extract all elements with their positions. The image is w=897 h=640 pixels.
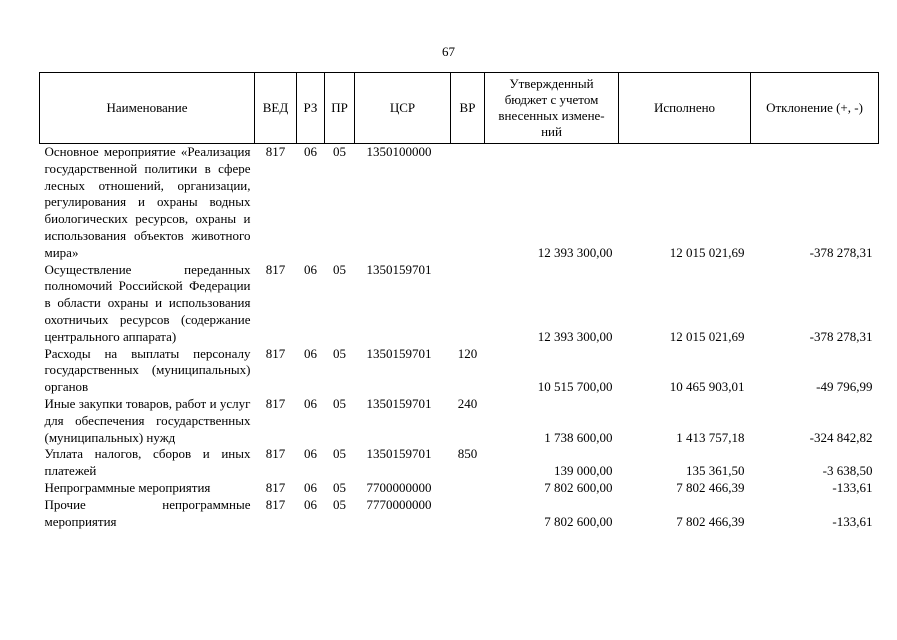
row-csr: 1350100000 — [366, 144, 432, 159]
table-row — [40, 144, 879, 262]
row-csr: 1350159701 — [366, 261, 432, 277]
header-deviation: Отклонение (+, -) — [751, 73, 879, 144]
row-name: Расходы на выплаты персоналу государственных (муниципальных) органов — [44, 345, 251, 395]
table-row — [40, 262, 879, 346]
budget-table — [39, 72, 879, 530]
row-rz: 06 — [304, 395, 317, 411]
row-deviation: -133,61 — [832, 513, 873, 529]
row-csr: 7700000000 — [366, 479, 432, 495]
row-pr: 05 — [333, 446, 346, 462]
row-budget: 12 393 300,00 — [537, 328, 613, 344]
row-csr: 1350159701 — [366, 446, 432, 462]
header-ved: ВЕД — [255, 73, 297, 144]
row-rz: 06 — [304, 496, 317, 512]
row-done: 12 015 021,69 — [669, 244, 745, 260]
table-row — [40, 396, 879, 446]
row-ved: 817 — [265, 144, 286, 159]
row-done: 135 361,50 — [686, 463, 745, 479]
row-ved: 817 — [265, 345, 286, 361]
row-ved: 817 — [265, 261, 286, 277]
row-budget: 7 802 600,00 — [544, 513, 613, 529]
row-vr — [451, 262, 485, 346]
row-budget: 12 393 300,00 — [537, 244, 613, 260]
row-pr: 05 — [333, 479, 346, 495]
row-deviation: -378 278,31 — [809, 328, 873, 344]
row-pr: 05 — [333, 345, 346, 361]
table-row — [40, 446, 879, 480]
row-done: 7 802 466,39 — [676, 513, 745, 529]
row-deviation: -3 638,50 — [822, 463, 873, 479]
row-done: 1 413 757,18 — [676, 429, 745, 445]
table-row — [40, 497, 879, 531]
row-name: Иные закупки товаров, работ и услуг для обеспечения государственных (муниципальных) нужд — [44, 395, 251, 445]
row-pr: 05 — [333, 496, 346, 512]
row-ved: 817 — [265, 446, 286, 462]
row-name: Основное мероприятие «Реализация государственной политики в сфере лесных отношений, организации, регулирования и охраны водных биологических ресурсов, охраны и использования объектов животного мира» — [44, 144, 251, 260]
row-deviation: -378 278,31 — [809, 244, 873, 260]
row-pr: 05 — [333, 395, 346, 411]
row-rz: 06 — [304, 479, 317, 495]
row-name: Осуществление переданных полномочий Российской Федерации в области охраны и использования охотничьих ресурсов (содержание центрального аппарата) — [44, 261, 251, 344]
row-pr: 05 — [333, 144, 346, 159]
table-row — [40, 480, 879, 497]
row-name: Прочие непрограммные мероприятия — [44, 496, 251, 529]
row-done: 7 802 466,39 — [676, 479, 745, 495]
row-pr: 05 — [333, 261, 346, 277]
row-budget: 10 515 700,00 — [537, 379, 613, 395]
row-deviation: -49 796,99 — [816, 379, 873, 395]
row-name: Непрограммные мероприятия — [44, 479, 211, 495]
table-row — [40, 346, 879, 396]
row-vr — [451, 144, 485, 262]
header-csr: ЦСР — [355, 73, 451, 144]
header-rz: РЗ — [297, 73, 325, 144]
row-rz: 06 — [304, 446, 317, 462]
row-done: 12 015 021,69 — [669, 328, 745, 344]
row-deviation: -133,61 — [832, 479, 873, 495]
row-csr: 7770000000 — [366, 496, 432, 512]
row-done: 10 465 903,01 — [669, 379, 745, 395]
row-budget: 1 738 600,00 — [544, 429, 613, 445]
row-ved: 817 — [265, 479, 286, 495]
row-deviation: -324 842,82 — [809, 429, 873, 445]
table-header-row — [40, 73, 879, 144]
header-budget: Утвержденный бюджет с учетом внесенных измене-ний — [485, 73, 619, 144]
row-ved: 817 — [265, 496, 286, 512]
row-budget: 7 802 600,00 — [544, 479, 613, 495]
row-csr: 1350159701 — [366, 345, 432, 361]
row-vr — [451, 480, 485, 497]
header-vr: ВР — [451, 73, 485, 144]
row-budget: 139 000,00 — [554, 463, 613, 479]
header-done: Исполнено — [619, 73, 751, 144]
row-rz: 06 — [304, 144, 317, 159]
row-csr: 1350159701 — [366, 395, 432, 411]
row-vr: 240 — [457, 395, 478, 411]
row-name: Уплата налогов, сборов и иных платежей — [44, 446, 251, 479]
header-pr: ПР — [325, 73, 355, 144]
header-name: Наименование — [40, 73, 255, 144]
row-rz: 06 — [304, 261, 317, 277]
row-ved: 817 — [265, 395, 286, 411]
row-vr: 120 — [457, 345, 478, 361]
row-vr: 850 — [457, 446, 478, 462]
row-vr — [451, 497, 485, 531]
row-rz: 06 — [304, 345, 317, 361]
page-number: 67 — [442, 44, 455, 59]
